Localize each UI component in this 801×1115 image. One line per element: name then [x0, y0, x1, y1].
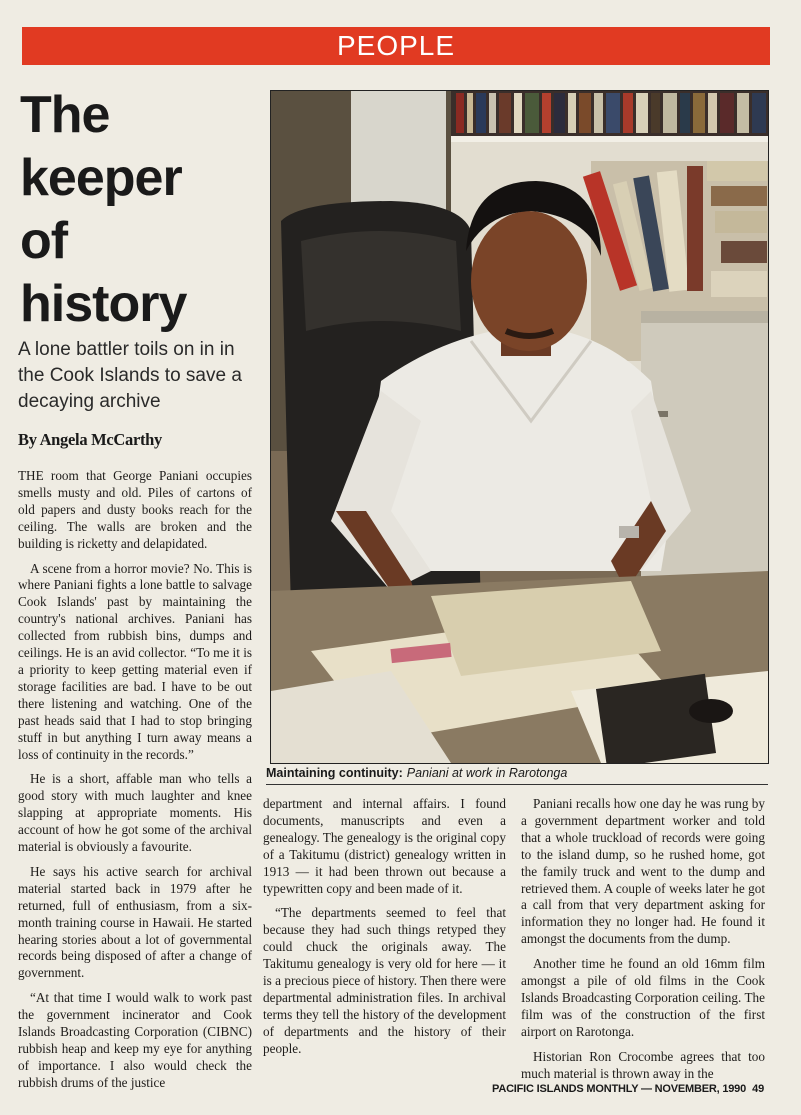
caption-lead: Maintaining continuity:: [266, 766, 403, 780]
headline-line: history: [20, 275, 187, 333]
paragraph: THE room that George Paniani occupies smells musty and old. Piles of cartons of old papers and dusty books reach for the ceiling. The walls are broken and the building is ricketty and delapidated.: [18, 468, 252, 551]
paragraph: “At that time I would walk to work past the government incinerator and Cook Islands Broadcasting Corporation (CIBNC) rubbish heap and keep my eye for anything of importance. I also would check the rubbish drums of the justice: [18, 990, 252, 1090]
article-byline: By Angela McCarthy: [18, 430, 163, 449]
headline-line: The: [20, 86, 110, 144]
photo-illustration: [271, 91, 768, 763]
article-column-2: [263, 796, 506, 1066]
paragraph: Historian Ron Crocombe agrees that too much material is thrown away in the: [521, 1048, 765, 1081]
headline-line: keeper: [20, 149, 182, 207]
section-banner: [22, 27, 770, 65]
paragraph: A scene from a horror movie? No. This is where Paniani fights a lone battle to salvage Cook Islands' past by maintaining the country's national archives. Paniani has collected from rubbish bins, dumps and ceilings. He is an avid collector. “To me it is a priority to keep getting material even if storage facilities are bad. I have to be out there listening and watching. One of the past heads said that I had to stop bringing stuff in but anything I turn away means a loss of continuity in the records.”: [18, 560, 252, 762]
article-photo: [270, 90, 769, 764]
headline-line: of: [20, 212, 68, 270]
paragraph: Paniani recalls how one day he was rung by a government department worker and told that a whole truckload of records were going to the island dump, so he rushed home, got the family truck and went to the dump and retrieved them. A couple of weeks later he got a call from that very department asking for information they no longer had. He found it amongst the documents from the dump.: [521, 796, 765, 947]
page-number: 49: [752, 1083, 764, 1095]
article-column-3: [521, 796, 765, 1091]
paragraph: “The departments seemed to feel that because they had such things retyped they could chuck the originals away. The Takitumu genealogy is very old for here — it is a precious piece of history. Then there were departmental administration files. In archival terms they tell the history of the development of departments and the history of their people.: [263, 905, 506, 1056]
footer-publication: PACIFIC ISLANDS MONTHLY — NOVEMBER, 1990: [492, 1083, 747, 1095]
article-column-1: [18, 468, 252, 1100]
paragraph: He says his active search for archival material started back in 1979 after he returned, full of enthusiasm, from a six-month training course in Hawaii. He started hearing stories about a lot of governmental records being disposed of after a change of government.: [18, 863, 252, 981]
article-deck: A lone battler toils on in in the Cook Islands to save a decaying archive: [18, 339, 242, 412]
paragraph: Another time he found an old 16mm film amongst a pile of old films in the Cook Islands Broadcasting Corporation ceiling. The film was of the construction of the first airport on Rarotonga.: [521, 956, 765, 1039]
page-footer: [492, 1083, 764, 1095]
paragraph: department and internal affairs. I found documents, manuscripts and even a genealogy. The genealogy is the original copy of a Takitumu (district) genealogy written in 1913 — it had been thrown out because a typewritten copy and been made of it.: [263, 796, 506, 896]
photo-caption: [266, 766, 768, 785]
article-headline: [20, 84, 260, 336]
section-banner-label: PEOPLE: [336, 30, 456, 61]
paragraph: He is a short, affable man who tells a good story with much laughter and knee slapping at appropriate moments. His account of how he got some of the archival material is obviously a favourite.: [18, 771, 252, 855]
caption-text: Paniani at work in Rarotonga: [406, 766, 568, 780]
